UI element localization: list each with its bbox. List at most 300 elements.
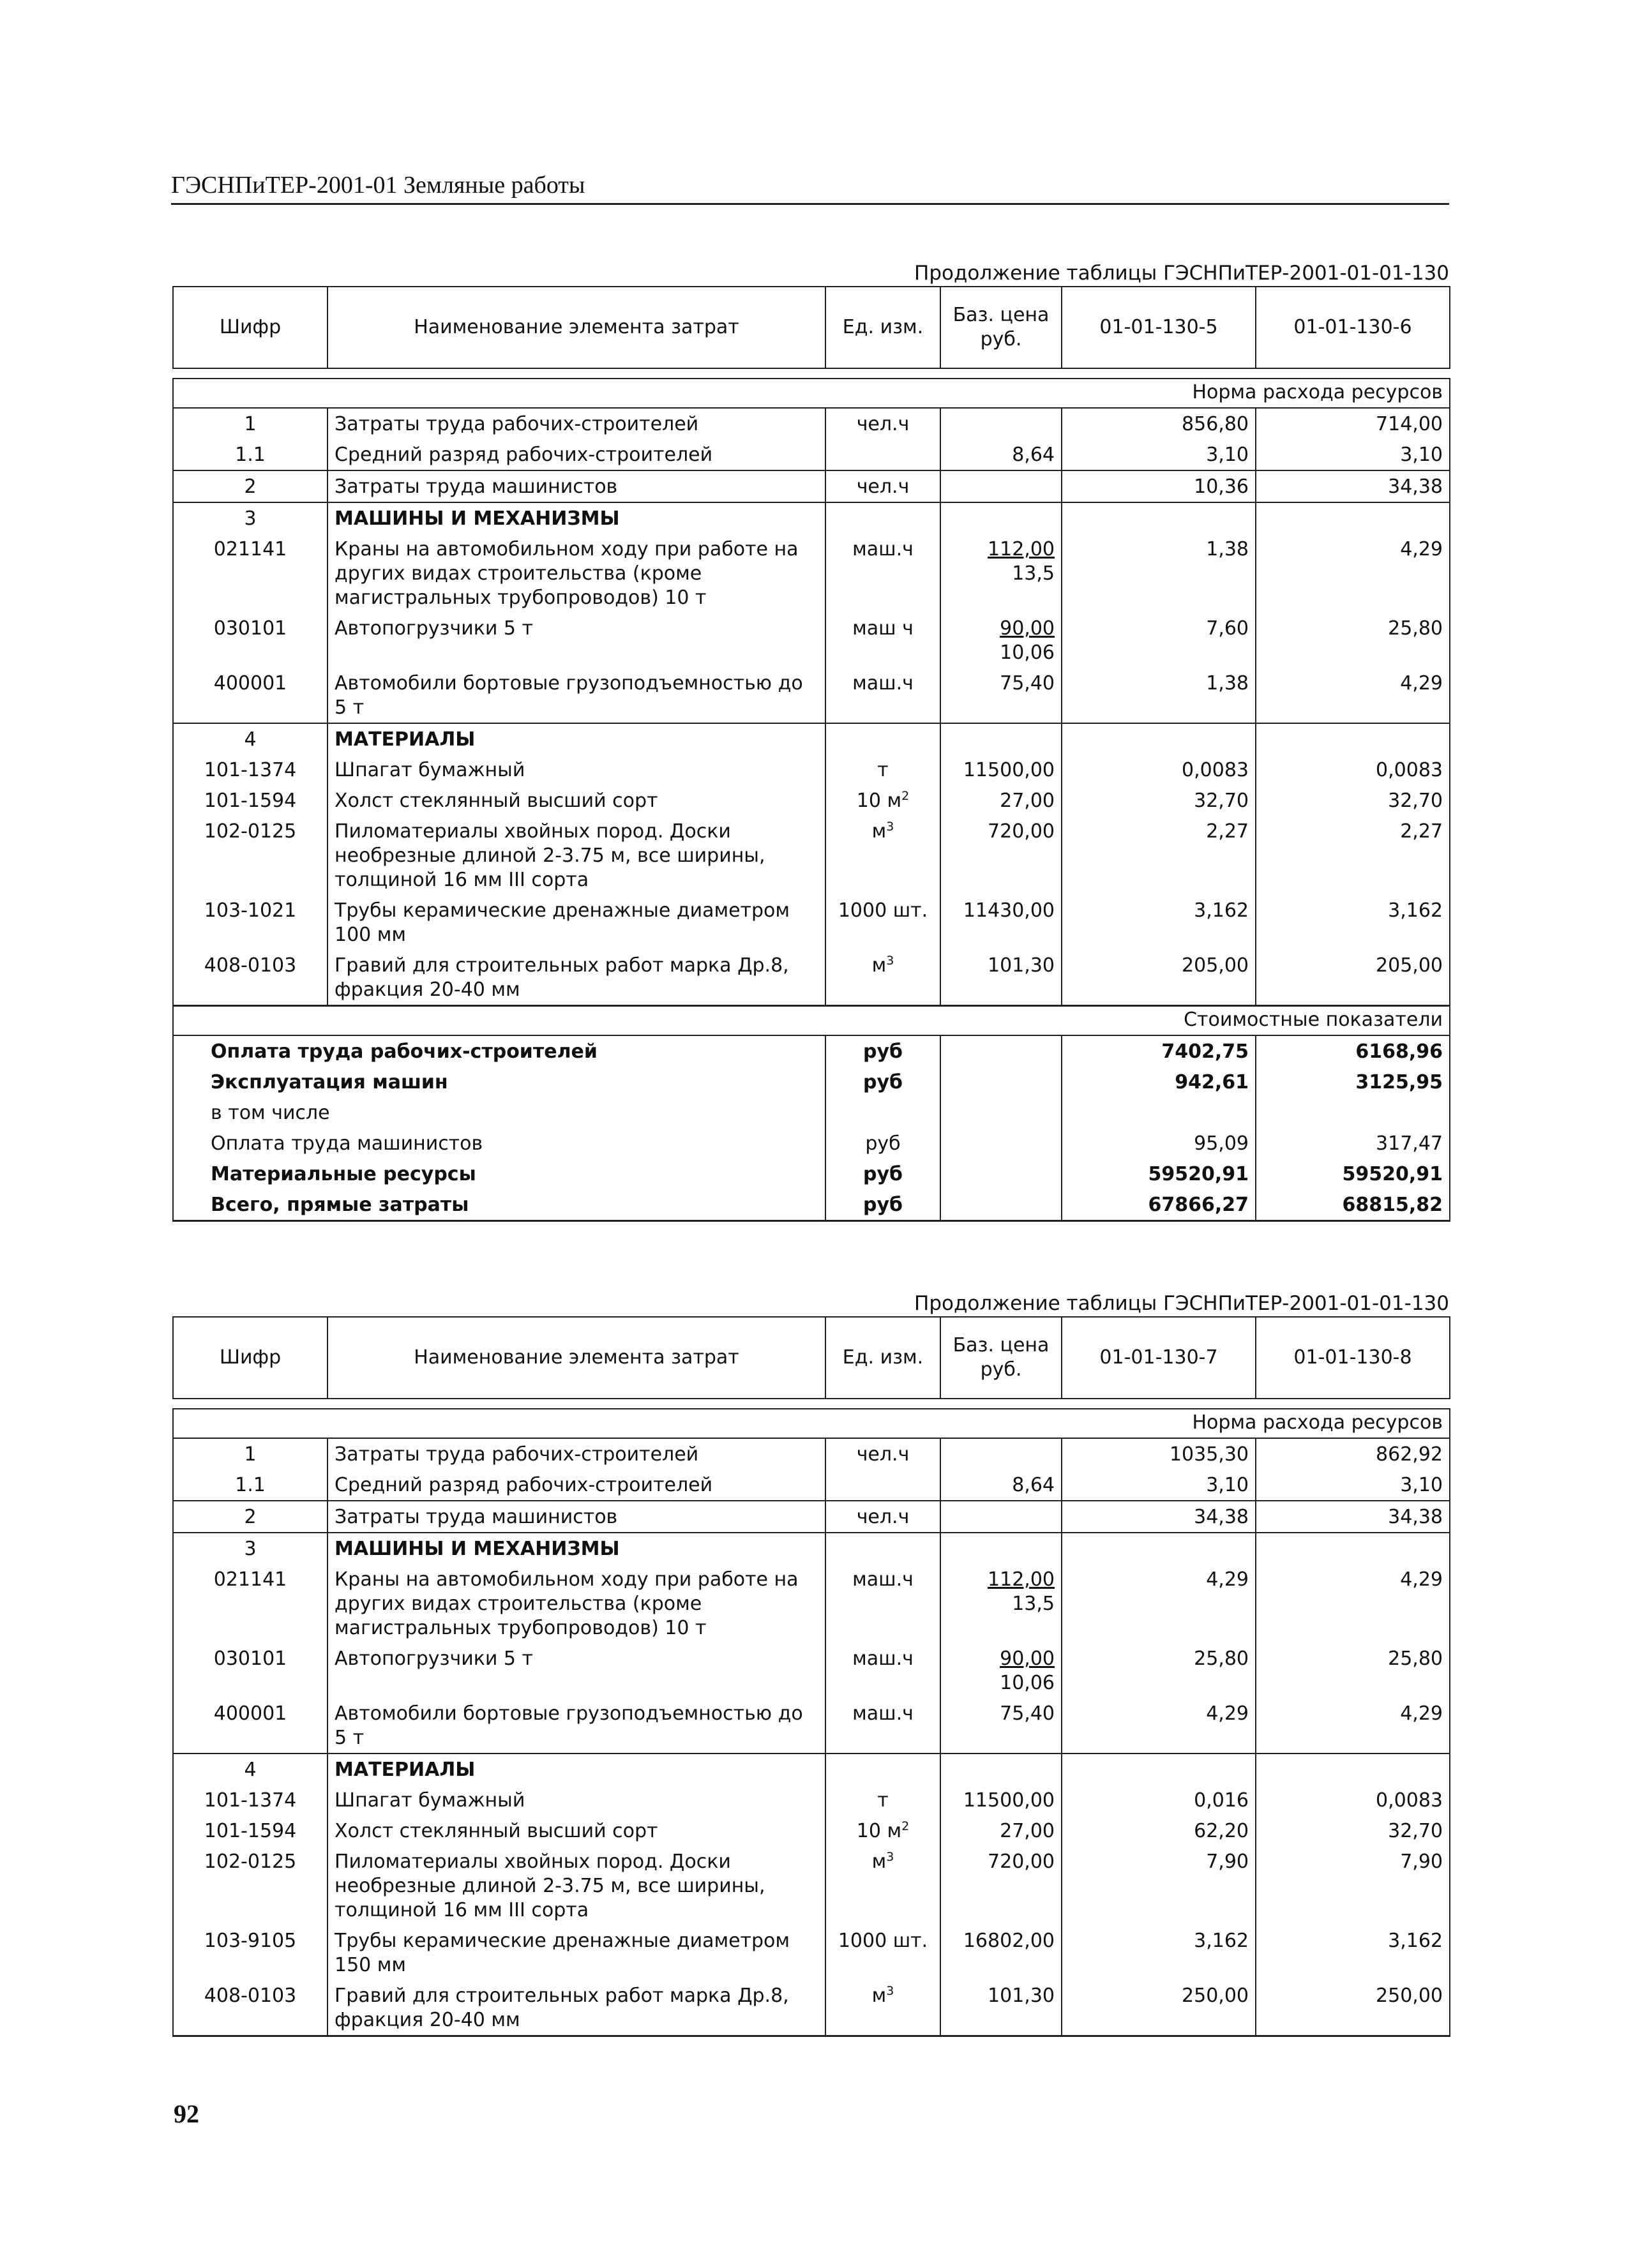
page-number: 92 [174,2099,199,2128]
table-row [173,785,1450,816]
row-value-a: 32,70 [1062,785,1256,816]
row-value-a: 0,0083 [1062,755,1256,785]
table-row [173,950,1450,1006]
row-code: 408-0103 [173,950,327,1006]
table-row [173,895,1450,950]
header-name: Наименование элемента затрат [327,1317,825,1399]
row-value-b: 34,38 [1256,1501,1450,1533]
row-price [940,1469,1062,1501]
row-name: Автопогрузчики 5 т [327,613,825,668]
unit-text: м [871,1851,887,1873]
row-price [940,1925,1062,1980]
unit-text: м [871,1985,887,2007]
totals-value-b: 68815,82 [1256,1189,1450,1221]
row-name: Краны на автомобильном ходу при работе на других видах строительства (кроме магистральных трубопроводов) 10 т [327,534,825,613]
resource-table [172,1316,1450,2037]
row-price [940,1564,1062,1643]
row-value-b: 0,0083 [1256,755,1450,785]
table-row [173,816,1450,895]
row-price [940,613,1062,668]
totals-unit: руб [825,1189,940,1221]
row-price [940,785,1062,816]
unit-text: 1000 шт. [838,1930,928,1952]
section-title: МАТЕРИАЛЫ [327,1754,825,1785]
cost-caption: Стоимостные показатели [173,1006,1450,1036]
row-price [940,1846,1062,1925]
row-code: 1 [173,408,327,439]
totals-value-a: 95,09 [1062,1128,1256,1159]
row-code: 101-1594 [173,785,327,816]
header-code: Шифр [173,287,327,368]
row-name: Трубы керамические дренажные диаметром 150 мм [327,1925,825,1980]
empty-cell [940,1097,1062,1128]
unit-text: маш.ч [852,538,914,560]
header-col-b: 01-01-130-6 [1256,287,1450,368]
price-value: 101,30 [988,1985,1055,2007]
header-price-line1: Баз. цена [952,304,1050,326]
operator-wage-value: 13,5 [1012,1593,1055,1615]
table-row [173,1980,1450,2036]
unit-text: маш ч [852,617,914,640]
row-value-a: 62,20 [1062,1815,1256,1846]
row-name: Пиломатериалы хвойных пород. Доски необрезные длиной 2-3.75 м, все ширины, толщиной 16 мм III сорта [327,816,825,895]
price-value: 101,30 [988,954,1055,977]
table-row [173,755,1450,785]
empty-cell [940,1159,1062,1189]
row-price [940,895,1062,950]
table-continuation-caption: Продолжение таблицы ГЭСНПиТЕР-2001-01-01-130 [914,262,1449,285]
empty-cell [940,1128,1062,1159]
row-price [940,1438,1062,1469]
row-value-a: 34,38 [1062,1501,1256,1533]
totals-value-a: 942,61 [1062,1067,1256,1097]
row-unit [825,534,940,613]
empty-cell [1256,1754,1450,1785]
table-header-row [173,1317,1450,1399]
row-unit [825,816,940,895]
table-row [173,1564,1450,1643]
row-name: Шпагат бумажный [327,755,825,785]
totals-value-a: 7402,75 [1062,1035,1256,1067]
row-code: 021141 [173,534,327,613]
totals-unit: руб [825,1128,940,1159]
totals-row [173,1159,1450,1189]
header-name: Наименование элемента затрат [327,287,825,368]
table-row [173,1698,1450,1754]
totals-unit: руб [825,1067,940,1097]
row-unit [825,408,940,439]
row-code: 102-0125 [173,1846,327,1925]
price-value: 16802,00 [963,1930,1055,1952]
row-value-a: 10,36 [1062,470,1256,502]
table-row [173,502,1450,534]
header-unit: Ед. изм. [825,1317,940,1399]
empty-cell [940,723,1062,755]
row-value-b: 25,80 [1256,1643,1450,1698]
table-row [173,470,1450,502]
row-value-a: 3,10 [1062,439,1256,470]
totals-name: Материальные ресурсы [173,1159,825,1189]
totals-row [173,1067,1450,1097]
unit-text: 10 м [856,790,902,812]
totals-value-a: 67866,27 [1062,1189,1256,1221]
totals-unit [825,1097,940,1128]
empty-cell [825,723,940,755]
row-code: 101-1374 [173,755,327,785]
row-price [940,1501,1062,1533]
totals-value-b: 317,47 [1256,1128,1450,1159]
row-value-b: 32,70 [1256,1815,1450,1846]
unit-exponent: 3 [886,1984,894,1998]
table-row [173,1438,1450,1469]
price-value: 11500,00 [963,759,1055,781]
row-value-b: 4,29 [1256,1564,1450,1643]
row-name: Шпагат бумажный [327,1785,825,1815]
row-price [940,534,1062,613]
row-unit [825,1564,940,1643]
empty-cell [940,502,1062,534]
norm-caption-row [173,379,1450,408]
running-header: ГЭСНПиТЕР-2001-01 Земляные работы [171,171,1449,205]
totals-row [173,1097,1450,1128]
row-value-a: 3,162 [1062,895,1256,950]
row-unit [825,755,940,785]
table-continuation-caption: Продолжение таблицы ГЭСНПиТЕР-2001-01-01-130 [914,1292,1449,1315]
row-code: 3 [173,502,327,534]
row-value-b: 3,162 [1256,1925,1450,1980]
header-col-a: 01-01-130-7 [1062,1317,1256,1399]
table-header-row [173,287,1450,368]
row-value-a: 856,80 [1062,408,1256,439]
row-unit [825,1501,940,1533]
header-price [940,1317,1062,1399]
header-col-a: 01-01-130-5 [1062,287,1256,368]
row-code: 2 [173,1501,327,1533]
row-price [940,1815,1062,1846]
resource-table-2 [172,1291,1449,2037]
table-row [173,1846,1450,1925]
unit-exponent: 3 [886,1850,894,1864]
unit-text: чел.ч [856,1443,910,1466]
totals-row [173,1189,1450,1221]
header-price-line2: руб. [980,1358,1022,1381]
unit-exponent: 2 [901,1819,910,1833]
unit-text: маш.ч [852,672,914,695]
row-value-a: 2,27 [1062,816,1256,895]
table-row [173,1469,1450,1501]
row-name: Гравий для строительных работ марка Др.8, фракция 20-40 мм [327,1980,825,2036]
price-value: 11430,00 [963,899,1055,922]
totals-value-b: 59520,91 [1256,1159,1450,1189]
row-value-a: 25,80 [1062,1643,1256,1698]
norm-caption: Норма расхода ресурсов [173,379,1450,408]
header-col-b: 01-01-130-8 [1256,1317,1450,1399]
row-value-b: 862,92 [1256,1438,1450,1469]
norm-caption-row [173,1409,1450,1438]
row-value-b: 3,10 [1256,439,1450,470]
price-value: 90,00 [1000,617,1055,640]
price-value: 27,00 [1000,1820,1055,1842]
row-price [940,408,1062,439]
resource-table [172,286,1450,1222]
row-price [940,950,1062,1006]
unit-text: т [877,1789,889,1812]
row-value-a: 1,38 [1062,668,1256,723]
row-unit [825,1925,940,1980]
totals-unit: руб [825,1159,940,1189]
price-value: 720,00 [988,1851,1055,1873]
row-value-b: 4,29 [1256,534,1450,613]
totals-name: Оплата труда рабочих-строителей [173,1035,825,1067]
totals-name: Оплата труда машинистов [173,1128,825,1159]
row-price [940,470,1062,502]
row-unit [825,785,940,816]
unit-text: т [877,759,889,781]
resource-table-1 [172,260,1449,1222]
table-body [173,1438,1450,2036]
table-row [173,1925,1450,1980]
price-value: 27,00 [1000,790,1055,812]
row-unit [825,1438,940,1469]
row-code: 3 [173,1533,327,1564]
price-value: 8,64 [1012,444,1055,466]
price-value: 8,64 [1012,1474,1055,1496]
row-value-b: 25,80 [1256,613,1450,668]
unit-text: чел.ч [856,476,910,498]
row-price [940,1980,1062,2036]
row-code: 103-9105 [173,1925,327,1980]
totals-value-a [1062,1097,1256,1128]
empty-cell [940,1533,1062,1564]
row-name: Автопогрузчики 5 т [327,1643,825,1698]
section-title: МАТЕРИАЛЫ [327,723,825,755]
empty-cell [1062,1533,1256,1564]
totals-value-b: 3125,95 [1256,1067,1450,1097]
row-value-a: 4,29 [1062,1564,1256,1643]
row-value-a: 3,162 [1062,1925,1256,1980]
empty-cell [1256,723,1450,755]
row-value-b: 4,29 [1256,668,1450,723]
price-value: 11500,00 [963,1789,1055,1812]
unit-text: чел.ч [856,413,910,435]
row-value-a: 205,00 [1062,950,1256,1006]
row-name: Средний разряд рабочих-строителей [327,1469,825,1501]
empty-cell [1062,723,1256,755]
row-name: Краны на автомобильном ходу при работе на других видах строительства (кроме магистральных трубопроводов) 10 т [327,1564,825,1643]
empty-cell [825,1754,940,1785]
table-row [173,1533,1450,1564]
row-name: Затраты труда машинистов [327,1501,825,1533]
row-unit [825,1698,940,1754]
row-value-a: 7,90 [1062,1846,1256,1925]
row-code: 101-1594 [173,1815,327,1846]
row-code: 2 [173,470,327,502]
row-value-b: 34,38 [1256,470,1450,502]
totals-name: Всего, прямые затраты [173,1189,825,1221]
totals-name: в том числе [173,1097,825,1128]
price-value: 112,00 [988,1568,1055,1591]
row-value-b: 32,70 [1256,785,1450,816]
row-code: 1.1 [173,1469,327,1501]
unit-text: маш.ч [852,1568,914,1591]
unit-text: м [871,820,887,843]
row-value-b: 4,29 [1256,1698,1450,1754]
row-value-b: 3,162 [1256,895,1450,950]
row-unit [825,895,940,950]
header-unit: Ед. изм. [825,287,940,368]
row-code: 400001 [173,1698,327,1754]
unit-exponent: 3 [886,820,894,834]
row-code: 103-1021 [173,895,327,950]
unit-exponent: 3 [886,954,894,968]
table-row [173,1754,1450,1785]
table-row [173,1785,1450,1815]
price-value: 112,00 [988,538,1055,560]
row-unit [825,668,940,723]
table-row [173,723,1450,755]
row-unit [825,950,940,1006]
unit-exponent: 2 [901,789,910,803]
table-row [173,1815,1450,1846]
row-value-b: 250,00 [1256,1980,1450,2036]
row-name: Холст стеклянный высший сорт [327,785,825,816]
row-price [940,1643,1062,1698]
table-row [173,439,1450,470]
price-value: 75,40 [1000,672,1055,695]
unit-text: маш.ч [852,1702,914,1725]
empty-cell [940,1754,1062,1785]
row-value-a: 0,016 [1062,1785,1256,1815]
row-value-b: 3,10 [1256,1469,1450,1501]
unit-text: м [871,954,887,977]
norm-caption: Норма расхода ресурсов [173,1409,1450,1438]
totals-row [173,1035,1450,1067]
row-name: Затраты труда рабочих-строителей [327,408,825,439]
row-name: Холст стеклянный высший сорт [327,1815,825,1846]
row-code: 021141 [173,1564,327,1643]
row-value-a: 1035,30 [1062,1438,1256,1469]
row-code: 400001 [173,668,327,723]
row-unit [825,439,940,470]
row-value-a: 1,38 [1062,534,1256,613]
row-price [940,439,1062,470]
row-code: 101-1374 [173,1785,327,1815]
table-row [173,534,1450,613]
empty-cell [940,1067,1062,1097]
row-value-b: 205,00 [1256,950,1450,1006]
row-unit [825,1815,940,1846]
table-row [173,668,1450,723]
totals-body [173,1035,1450,1221]
unit-text: 1000 шт. [838,899,928,922]
unit-text: 10 м [856,1820,902,1842]
empty-cell [940,1035,1062,1067]
row-code: 1.1 [173,439,327,470]
row-value-b: 2,27 [1256,816,1450,895]
row-code: 102-0125 [173,816,327,895]
operator-wage-value: 10,06 [1000,642,1055,664]
header-code: Шифр [173,1317,327,1399]
row-value-a: 250,00 [1062,1980,1256,2036]
empty-cell [825,1533,940,1564]
row-value-a: 4,29 [1062,1698,1256,1754]
row-name: Автомобили бортовые грузоподъемностью до 5 т [327,1698,825,1754]
row-name: Гравий для строительных работ марка Др.8, фракция 20-40 мм [327,950,825,1006]
unit-text: чел.ч [856,1506,910,1528]
unit-text: маш.ч [852,1648,914,1670]
section-title: МАШИНЫ И МЕХАНИЗМЫ [327,1533,825,1564]
row-price [940,1698,1062,1754]
row-name: Трубы керамические дренажные диаметром 100 мм [327,895,825,950]
row-price [940,668,1062,723]
row-price [940,755,1062,785]
row-price [940,1785,1062,1815]
row-code: 030101 [173,613,327,668]
row-code: 1 [173,1438,327,1469]
row-value-b: 7,90 [1256,1846,1450,1925]
row-name: Затраты труда рабочих-строителей [327,1438,825,1469]
empty-cell [940,1189,1062,1221]
totals-value-a: 59520,91 [1062,1159,1256,1189]
row-unit [825,1785,940,1815]
empty-cell [1256,1533,1450,1564]
row-value-a: 3,10 [1062,1469,1256,1501]
table-row [173,613,1450,668]
row-price [940,816,1062,895]
row-name: Средний разряд рабочих-строителей [327,439,825,470]
row-value-b: 0,0083 [1256,1785,1450,1815]
row-unit [825,470,940,502]
table-body [173,408,1450,1006]
empty-cell [1062,1754,1256,1785]
row-unit [825,1469,940,1501]
empty-cell [825,502,940,534]
empty-cell [1062,502,1256,534]
totals-unit: руб [825,1035,940,1067]
price-value: 75,40 [1000,1702,1055,1725]
header-price [940,287,1062,368]
row-unit [825,1643,940,1698]
row-value-b: 714,00 [1256,408,1450,439]
row-code: 4 [173,1754,327,1785]
row-code: 030101 [173,1643,327,1698]
row-code: 408-0103 [173,1980,327,2036]
row-name: Автомобили бортовые грузоподъемностью до 5 т [327,668,825,723]
totals-value-b: 6168,96 [1256,1035,1450,1067]
row-value-a: 7,60 [1062,613,1256,668]
price-value: 90,00 [1000,1648,1055,1670]
table-row [173,1643,1450,1698]
operator-wage-value: 13,5 [1012,562,1055,585]
row-unit [825,1846,940,1925]
operator-wage-value: 10,06 [1000,1672,1055,1694]
table-row [173,1501,1450,1533]
row-name: Затраты труда машинистов [327,470,825,502]
empty-cell [1256,502,1450,534]
section-title: МАШИНЫ И МЕХАНИЗМЫ [327,502,825,534]
totals-row [173,1128,1450,1159]
table-row [173,408,1450,439]
totals-value-b [1256,1097,1450,1128]
row-unit [825,1980,940,2036]
cost-caption-row [173,1006,1450,1036]
totals-name: Эксплуатация машин [173,1067,825,1097]
price-value: 720,00 [988,820,1055,843]
row-code: 4 [173,723,327,755]
header-price-line2: руб. [980,328,1022,350]
row-name: Пиломатериалы хвойных пород. Доски необрезные длиной 2-3.75 м, все ширины, толщиной 16 мм III сорта [327,1846,825,1925]
row-unit [825,613,940,668]
